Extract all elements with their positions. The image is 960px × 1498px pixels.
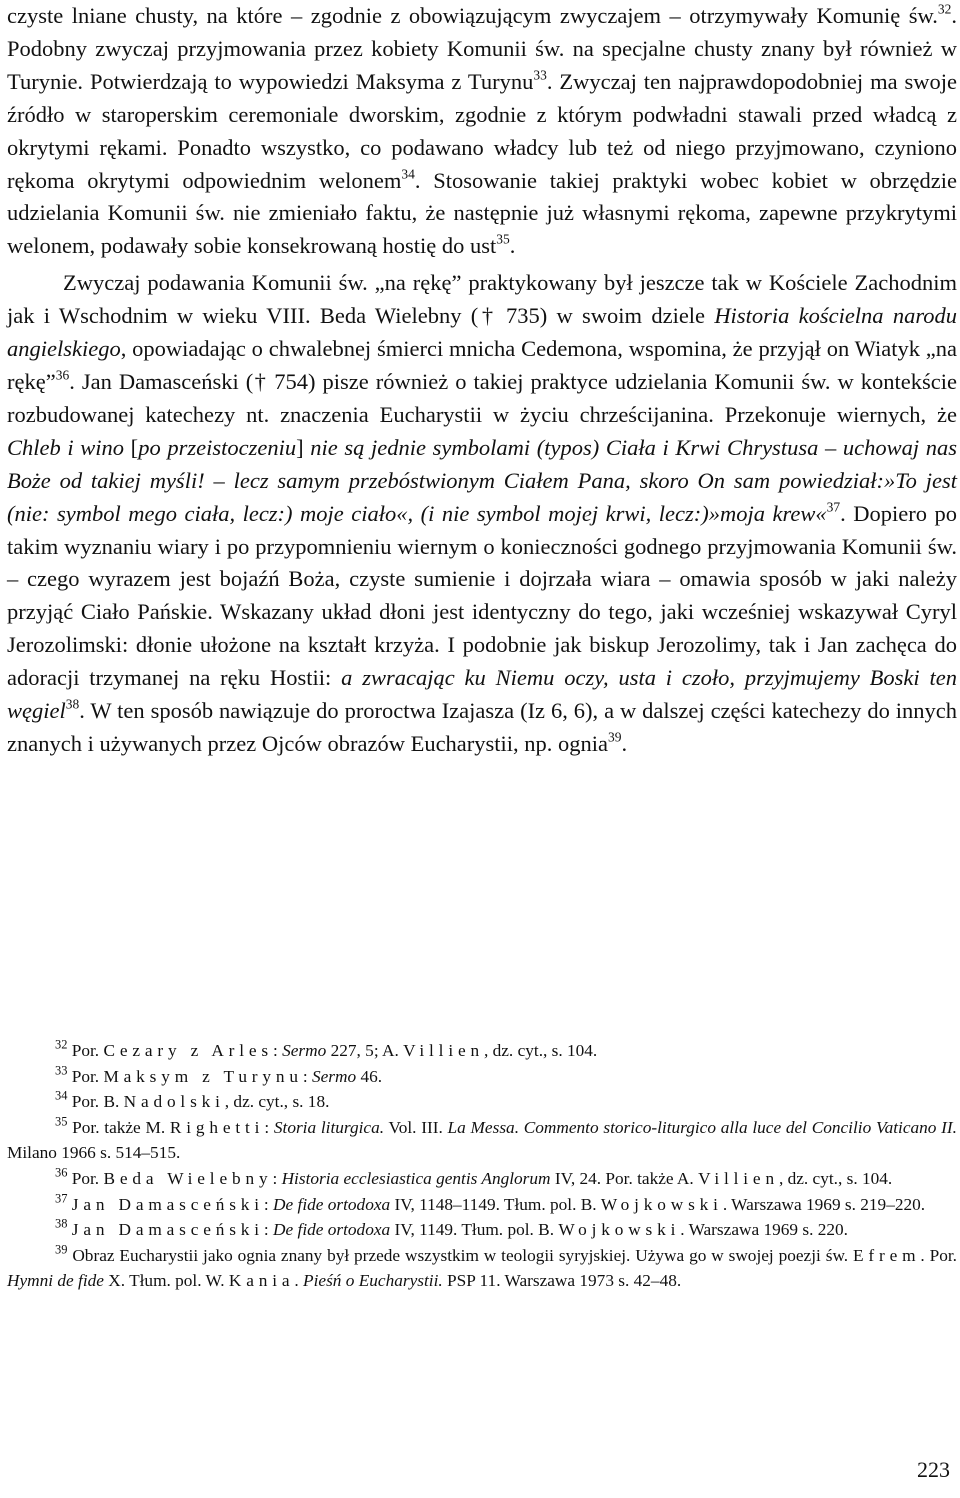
text-run: . Jan Damasceński († 754) pisze również o takiej praktyce udzielania Komunii św. w kontekście rozbudowanej katechezy nt. znaczenia Eucharystii w życiu chrześcijanina. Przekonuje wiernych, że (7, 368, 957, 427)
text-run: . Podobny zwyczaj przyjmowania przez kobiety Komunii św. na specjalne chusty znany był również w Turynie. Potwierdzają to wypowiedzi Maksyma z Turynu (7, 3, 957, 94)
footnote-ref-39[interactable]: 39 (608, 729, 622, 745)
author-name: Righetti (169, 1117, 265, 1137)
footnote-39 (7, 1243, 957, 1294)
footnote-number: 38 (55, 1216, 68, 1231)
text-run: . Warszawa 1969 s. 219–220. (722, 1194, 926, 1214)
text-run: , dz. cyt., s. 18. (224, 1092, 330, 1112)
text-run: Por. także M. (67, 1117, 170, 1137)
main-text (7, 0, 957, 761)
italic-run: Historia kościelna narodu angielskiego (7, 303, 957, 362)
author-name: Jan Damasceński (71, 1220, 264, 1240)
footnote-ref-32[interactable]: 32 (937, 1, 952, 17)
text-run: Milano 1966 s. 514–515. (7, 1143, 181, 1163)
text-run: : (264, 1117, 274, 1137)
work-title: Hymni de fide (7, 1271, 104, 1291)
text-run: : (263, 1194, 274, 1214)
footnote-ref-37[interactable]: 37 (826, 498, 841, 514)
text-run: IV, 1149. Tłum. pol. B. (390, 1220, 559, 1240)
author-name: Beda Wielebny (103, 1168, 273, 1188)
author-name: Wojkowski (558, 1220, 681, 1240)
footnote-number: 35 (55, 1114, 68, 1129)
footnote-38 (7, 1217, 957, 1243)
text-run: Vol. III. (384, 1117, 448, 1137)
text-run: Por. B. (67, 1092, 124, 1112)
work-title: Sermo (312, 1066, 357, 1086)
author-name: Jan Damasceński (71, 1194, 264, 1214)
text-run: Zwyczaj podawania Komunii św. „na rękę” praktykowany był jeszcze tak w Kościele Zachodnim jak i Wschodnim w wieku VIII. Beda Wielebny († 735) w swoim dziele (7, 270, 957, 329)
footnote-number: 34 (55, 1088, 68, 1103)
footnote-ref-33[interactable]: 33 (533, 67, 547, 83)
footnote-32 (7, 1038, 957, 1064)
italic-quote: a zwracając ku Niemu oczy, usta i czoło, przyjmujemy Boski ten węgiel (7, 665, 957, 724)
text-run: : (263, 1220, 274, 1240)
text-run: , dz. cyt., s. 104. (778, 1168, 893, 1188)
text-run: czyste lniane chusty, na które – zgodnie z obowiązującym zwyczajem – otrzymywały Komunię św. (7, 3, 938, 28)
footnote-number: 39 (55, 1242, 68, 1257)
footnote-number: 32 (55, 1037, 68, 1052)
text-run: IV, 1148–1149. Tłum. pol. B. (390, 1194, 601, 1214)
author-name: Nadolski (123, 1092, 225, 1112)
footnote-35 (7, 1115, 957, 1166)
footnote-number: 36 (55, 1165, 68, 1180)
footnote-ref-38[interactable]: 38 (65, 696, 80, 712)
text-run: , dz. cyt., s. 104. (483, 1041, 598, 1060)
text-run: Por. (67, 1041, 104, 1060)
text-run: . Dopiero po takim wyznaniu wiary i po przypomnieniu wiernym o konieczności godnego przyjmowania Komunii św. – czego wyrazem jest bojaźń Boża, czyste sumienie i dojrzała wiara – omawia sposób w jaki należy przyjąć Ciało Pańskie. Wskazany układ dłoni jest identyczny do tego, jaki wcześniej wskazywał Cyryl Jerozolimski: dłonie ułożone na kształt krzyża. I podobnie jak biskup Jerozolimy, tak i Jan zachęca do adoracji trzymanej na ręku Hostii: (7, 500, 958, 691)
work-title: Historia ecclesiastica gentis Anglorum (281, 1168, 551, 1188)
text-run: . Zwyczaj ten najprawdopodobniej ma swoje źródło w staroperskim ceremoniale dworskim, zgodnie z którym podwładni stawali przed władcą z okrytymi rękami. Ponadto wszystko, co podawano władcy lub też od niego przyjmowano, czyniono rękoma okrytymi odpowiednim welonem (7, 68, 957, 193)
author-name: Kania (228, 1271, 295, 1291)
italic-run: Chleb i wino (7, 434, 125, 460)
text-run: , opowiadając o chwalebnej śmierci mnicha Cedemona, wspomina, że przyjął on Wiatyk „na rękę” (7, 336, 957, 394)
text-run: . (294, 1271, 304, 1291)
work-title: De fide ortodoxa (273, 1194, 391, 1214)
text-run: . (509, 233, 516, 259)
text-run: X. Tłum. pol. W. (103, 1271, 229, 1291)
footnote-ref-34[interactable]: 34 (401, 165, 415, 181)
author-name: Wojkowski (600, 1194, 723, 1214)
text-run: . Stosowanie takiej praktyki wobec kobiet w obrzędzie udzielania Komunii św. nie zmieniało faktu, że następnie już własnymi rękoma, zapewne przykrytymi welonem, podawały sobie konsekrowaną hostię do ust (7, 167, 957, 259)
work-title: Sermo (282, 1041, 327, 1060)
text-run: . Por. (920, 1245, 958, 1265)
work-title: De fide ortodoxa (273, 1220, 391, 1240)
text-run: ] (296, 434, 311, 460)
text-run: PSP 11. Warszawa 1973 s. 42–48. (442, 1271, 682, 1291)
footnote-ref-36[interactable]: 36 (55, 367, 70, 383)
footnotes (7, 1038, 957, 1294)
text-run: Por. (67, 1066, 104, 1086)
work-title: La Messa. Commento storico-liturgico alla luce del Concilio Vaticano II. (447, 1117, 957, 1137)
text-run: : (273, 1041, 283, 1060)
text-run: 227, 5; A. (326, 1041, 404, 1060)
text-run: 46. (356, 1066, 383, 1086)
page-number: 223 (917, 1457, 950, 1482)
work-title: Storia liturgica. (273, 1117, 385, 1137)
paragraph-1 (7, 0, 957, 263)
footnote-34 (7, 1089, 957, 1115)
text-run: . W ten sposób nawiązuje do proroctwa Izajasza (Iz 6, 6), a w dalszej części katechezy do innych znanych i używanych przez Ojców obrazów Eucharystii, np. ognia (7, 698, 957, 756)
text-run: . (621, 730, 628, 756)
footnote-ref-35[interactable]: 35 (496, 231, 510, 247)
text-run: Por. (67, 1168, 104, 1188)
text-run: : (272, 1168, 282, 1188)
text-run: . Warszawa 1969 s. 220. (680, 1220, 848, 1240)
footnote-37 (7, 1192, 957, 1218)
footnote-number: 33 (55, 1063, 68, 1078)
work-title: Pieśń o Eucharystii. (303, 1271, 443, 1291)
author-name: Efrem (853, 1245, 921, 1265)
text-run: : (302, 1066, 312, 1086)
footnote-number: 37 (55, 1191, 68, 1206)
text-run: IV, 24. Por. także A. (550, 1168, 699, 1188)
footnote-36 (7, 1166, 957, 1192)
author-name: Maksym z Turynu (103, 1066, 303, 1086)
italic-quote: nie są jednie symbolami (typos) Ciała i Krwi Chrystusa – uchowaj nas Boże od takiej myśli! – lecz samym przebóstwionym Ciałem Pana, skoro On sam powiedział:»To jest (nie: symbol mego ciała, lecz:) moje ciało«, (i nie symbol mojej krwi, lecz:)»moja krew« (7, 434, 957, 526)
text-run: Obraz Eucharystii jako ognia znany był przede wszystkim w teologii syryjskiej. Używa go w swojej poezji św. (67, 1245, 854, 1265)
author-name: Cezary z Arles (103, 1041, 273, 1060)
text-run: [ (124, 434, 139, 460)
italic-run: po przeistoczeniu (138, 434, 297, 460)
author-name: Villien (403, 1041, 484, 1060)
author-name: Villien (698, 1168, 779, 1188)
footnote-33 (7, 1064, 957, 1090)
paragraph-2 (7, 267, 957, 761)
